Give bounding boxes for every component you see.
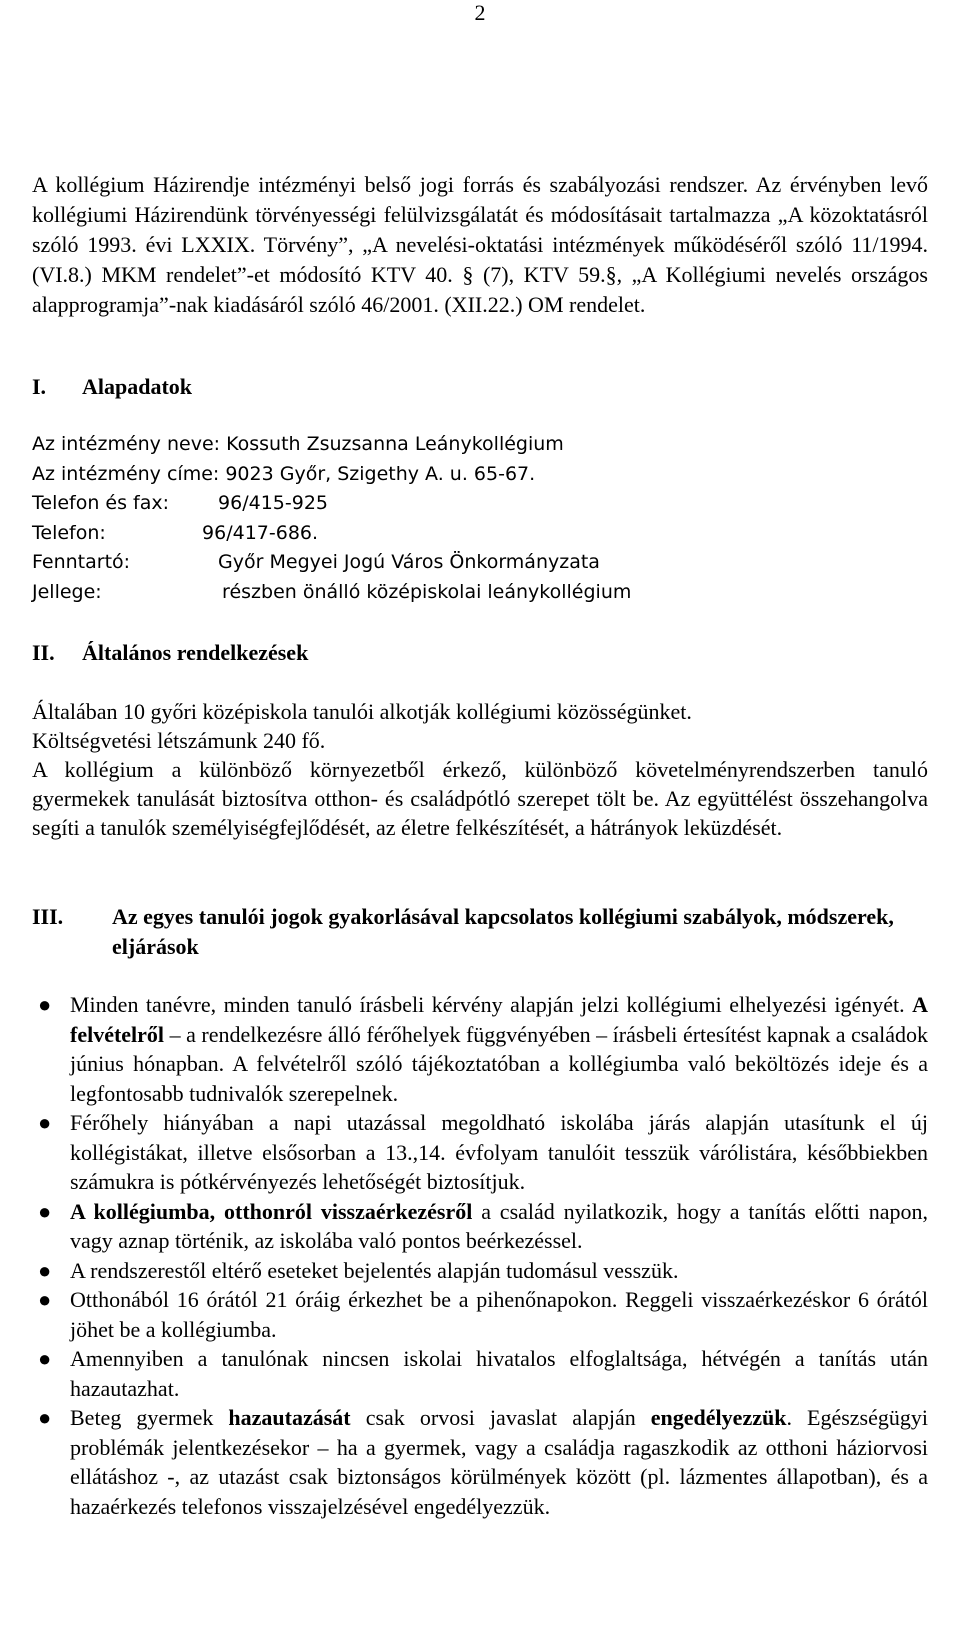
rule-7-bold-1: hazautazását [228,1405,351,1430]
bullet-icon: ● [38,1257,52,1283]
intro-text: A kollégium Házirendje intézményi belső jogi forrás és szabályozási rendszer. Az érvényben levő kollégiumi Házirendünk törvényességi felülvizsgálatát és módosításait tartalmazza „A közoktatásról szóló 1993. évi LXXIX. Törvény”, „A nevelési-oktatási intézmények működéséről szóló 11/1994. (VI.8.) MKM rendelet”-et módosító KTV 40. § (7), KTV 59.§, „A Kollégiumi nevelés országos alapprogramja”-nak kiadásáról szóló 46/2001. (XII.22.) OM rendelet. [32,172,928,317]
basic-data-row [32,548,928,578]
institution-name-label: Az intézmény neve: [32,433,221,455]
section-1-number: I. [32,374,47,399]
section-2-title: Általános rendelkezések [82,640,309,665]
maintainer-value: Győr Megyei Jogú Város Önkormányzata [218,551,600,573]
basic-data-row [32,489,928,519]
basic-data-row [32,430,928,460]
section-2-heading [32,638,928,668]
intro-paragraph [32,170,928,320]
section-2-paragraph-1: Általában 10 győri középiskola tanulói alkotják kollégiumi közösségünket. [32,699,692,724]
character-label: Jellege: [32,580,102,603]
phone-fax-label: Telefon és fax: [32,492,170,514]
rule-4-text: A rendszerestől eltérő eseteket bejelentés alapján tudomásul vesszük. [70,1257,679,1283]
basic-data-row [32,519,928,549]
basic-data-row [32,578,928,608]
section-2-number: II. [32,640,55,665]
bullet-icon: ● [38,1110,52,1135]
bullet-icon: ● [38,992,52,1017]
section-2-paragraph-2: Költségvetési létszámunk 240 fő. [32,728,326,753]
rule-3-bold: A kollégiumba, otthonról visszaérkezésről [70,1198,473,1224]
list-item [38,1285,928,1344]
list-item [38,1403,928,1521]
bullet-icon: ● [38,1198,52,1224]
list-item [38,1108,928,1197]
list-item [38,1256,928,1286]
rules-list [32,990,928,1521]
page-number: 2 [474,0,486,25]
rule-7-text-c: csak orvosi javaslat alapján [350,1405,651,1430]
section-3-number: III. [32,904,64,929]
bullet-icon: ● [38,1405,52,1430]
list-item [38,1197,928,1256]
character-value: részben önálló középiskolai leánykollégium [222,580,632,603]
section-3-title: Az egyes tanulói jogok gyakorlásával kapcsolatos kollégiumi szabályok, módszerek, eljárások [112,904,894,959]
bullet-icon: ● [38,1346,52,1371]
basic-data-list [32,430,928,607]
maintainer-label: Fenntartó: [32,551,131,573]
rule-7-text-a: Beteg gyermek [70,1405,229,1430]
rule-1-text-a: Minden tanévre, minden tanuló írásbeli kérvény alapján jelzi kollégiumi elhelyezési igényét. [70,992,913,1017]
bullet-icon: ● [38,1287,52,1312]
list-item [38,990,928,1108]
list-item [38,1344,928,1403]
rule-6-text: Amennyiben a tanulónak nincsen iskolai hivatalos elfoglaltsága, hétvégén a tanítás után hazautazhat. [70,1346,928,1401]
phone-label: Telefon: [32,521,106,544]
section-1-heading [32,372,928,402]
section-2-paragraph-3: A kollégium a különböző környezetből érkező, különböző követelményrendszerben tanuló gyermekek tanulását biztosítva otthon- és családpótló szerepet tölt be. Az együttélést összehangolva segíti a tanulók személyiségfejlődését, az életre felkészítését, a hátrányok leküzdését. [32,757,928,840]
rule-2-text: Férőhely hiányában a napi utazással megoldható iskolába járás alapján utasítunk el új kollégistákat, illetve elsősorban a 13.,14. évfolyam tanulóit tesszük várólistára, későbbiekben számukra is pótkérvényezés lehetőségét biztosítjuk. [70,1110,928,1194]
rule-7-text-e: . Egészségügyi problémák jelentkezésekor – ha a gyermek, vagy a családja ragaszkodik az otthoni háziorvosi ellátáshoz -, az utazást csak biztonságos körülmények között (pl. lázmentes állapotban), és a hazaérkezés telefonos visszajelzésével engedélyezzük. [70,1405,928,1519]
rule-5-text: Otthonából 16 órától 21 óráig érkezhet be a pihenőnapokon. Reggeli visszaérkezéskor 6 órától jöhet be a kollégiumba. [70,1287,928,1342]
basic-data-row [32,460,928,490]
phone-fax-value: 96/415-925 [218,492,329,514]
phone-value: 96/417-686. [202,521,319,544]
institution-address-label: Az intézmény címe: [32,462,220,485]
institution-name-value: Kossuth Zsuzsanna Leánykollégium [226,433,564,455]
rule-1-bold: A felvételről [70,992,928,1047]
section-3-heading [32,902,928,962]
rule-1-text-c: – a rendelkezésre álló férőhelyek függvényében – írásbeli értesítést kapnak a családok június hónapban. A felvételről szóló tájékoztatóban a kollégiumba való beköltözés ideje és a legfontosabb tudnivalók szerepelnek. [70,1021,928,1106]
institution-address-value: 9023 Győr, Szigethy A. u. 65-67. [225,462,536,485]
section-1-title: Alapadatok [82,374,193,399]
rule-3-text: a család nyilatkozik, hogy a tanítás előtti napon, vagy aznap történik, az iskolába való pontos beérkezéssel. [70,1198,928,1253]
section-2-body [32,697,928,842]
rule-7-bold-2: engedélyezzük [650,1405,787,1430]
